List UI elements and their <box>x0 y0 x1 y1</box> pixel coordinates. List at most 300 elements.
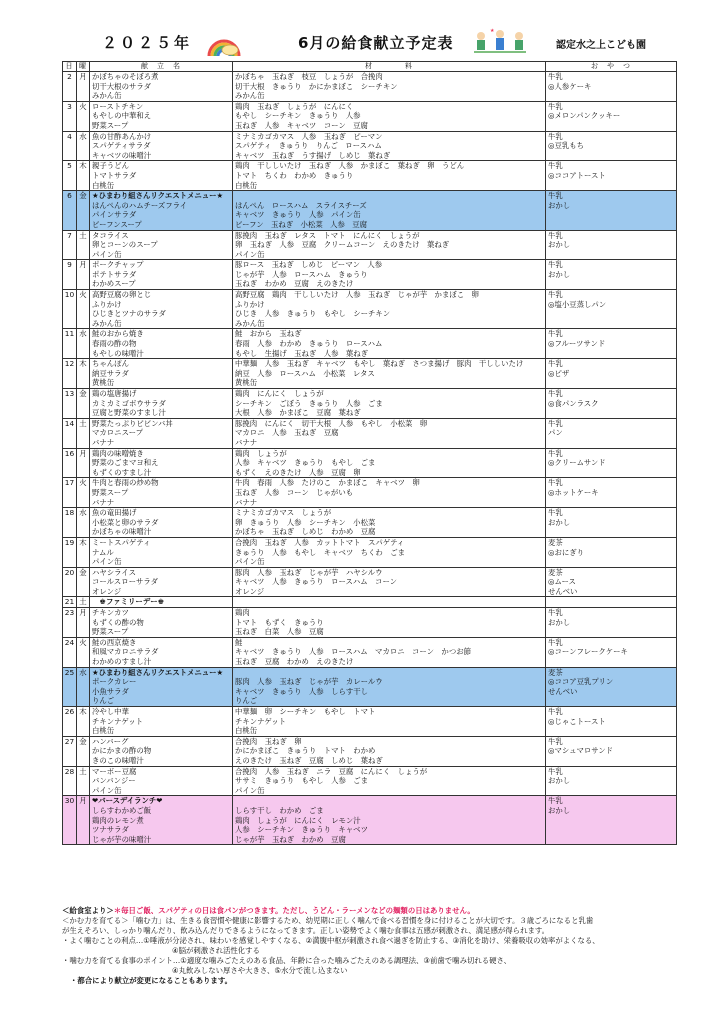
ingredients-cell <box>233 230 546 260</box>
snack-cell <box>546 667 677 706</box>
day-cell: 3 <box>63 101 77 131</box>
header-ingredients: 材 料 <box>233 62 546 72</box>
weekday-cell: 月 <box>77 260 90 290</box>
menu-cell-line: スパゲティサラダ <box>92 141 151 151</box>
ingredients-cell <box>233 101 546 131</box>
weekday-cell: 月 <box>77 796 90 845</box>
menu-row <box>63 597 677 608</box>
menu-cell-line: バナナ <box>92 437 115 447</box>
snack-cell <box>546 637 677 667</box>
ingredients-cell-line: もやし 生揚げ 玉ねぎ 人参 葉ねぎ <box>235 348 369 358</box>
menu-row <box>63 290 677 329</box>
ingredients-cell-line: はんぺん ロースハム スライスチーズ <box>235 200 367 210</box>
menu-cell-line: かぼちゃの味噌汁 <box>92 527 152 537</box>
menu-cell <box>90 667 233 706</box>
page-header <box>0 0 724 60</box>
ingredients-cell-line: 鶏肉 玉ねぎ しょうが にんにく <box>235 101 354 111</box>
menu-cell <box>90 448 233 478</box>
ingredients-cell-line: 合挽肉 玉ねぎ 人参 カットトマト スパゲティ <box>235 537 405 547</box>
ingredients-cell-line: 鶏肉 干ししいたけ 玉ねぎ 人参 かまぼこ 葉ねぎ 卵 うどん <box>235 161 465 171</box>
menu-row <box>63 567 677 597</box>
ingredients-cell-line: きゅうり 人参 もやし キャベツ ちくわ ごま <box>235 547 405 557</box>
ingredients-cell-line: ビーフン 玉ねぎ 小松菜 人参 豆腐 <box>235 219 368 229</box>
snack-cell-line: ◎豆乳もち <box>548 141 585 151</box>
notes-line: ・噛む力を育てる食事のポイント…①適度な噛みごたえのある食品、年齢に合った噛みごたえのある調理法、③前歯で噛み切れる硬さ、 <box>62 956 512 965</box>
ingredients-cell-line: 切干大根 きゅうり かにかまぼこ シーチキン <box>235 81 398 91</box>
day-cell: 12 <box>63 359 77 389</box>
menu-cell-line: 鮭の西京焼き <box>92 637 137 647</box>
menu-cell <box>90 131 233 161</box>
snack-cell-line: おかし <box>548 776 571 786</box>
snack-cell-line: パン <box>548 428 563 438</box>
menu-row <box>63 766 677 796</box>
weekday-cell: 水 <box>77 329 90 359</box>
year-label: ２０２５年 <box>102 34 193 52</box>
menu-cell-line: 魚の竜田揚げ <box>92 508 137 518</box>
ingredients-cell-line: オレンジ <box>235 586 265 596</box>
snack-cell-line: 麦茶 <box>548 537 563 547</box>
snack-cell-line: 牛乳 <box>548 191 563 201</box>
day-cell: 24 <box>63 637 77 667</box>
menu-cell-line: オレンジ <box>92 586 122 596</box>
snack-cell-line: おかし <box>548 269 571 279</box>
menu-cell-line: かにかまの酢の物 <box>92 746 152 756</box>
ingredients-cell <box>233 72 546 102</box>
weekday-cell: 木 <box>77 161 90 191</box>
snack-cell-line: 牛乳 <box>548 418 563 428</box>
menu-cell-line: みかん缶 <box>92 318 122 328</box>
ingredients-cell-line: 豚肉 人参 玉ねぎ じゃが芋 カレールウ <box>235 677 383 687</box>
ingredients-cell-line: 中華麺 人参 玉ねぎ キャベツ もやし 葉ねぎ さつま揚げ 豚肉 干ししいたけ <box>235 359 524 369</box>
menu-cell-line: もずくの酢の物 <box>92 617 144 627</box>
ingredients-cell-line: 鮭 おから 玉ねぎ <box>235 329 302 339</box>
ingredients-cell <box>233 736 546 766</box>
snack-cell-line: ◎ホットケーキ <box>548 487 599 497</box>
menu-cell-line: もやしの味噌汁 <box>92 348 144 358</box>
ingredients-cell-line: 鶏肉 しょうが <box>235 448 287 458</box>
menu-row <box>63 736 677 766</box>
ingredients-cell-line: 玉ねぎ 豆腐 わかめ えのきたけ <box>235 657 354 667</box>
menu-cell-line: ♚ファミリーデー♚ <box>92 597 165 607</box>
menu-cell <box>90 72 233 102</box>
menu-cell-line: 納豆サラダ <box>92 368 129 378</box>
menu-cell-line: わかめスープ <box>92 279 136 289</box>
menu-row <box>63 637 677 667</box>
ingredients-cell <box>233 707 546 737</box>
ingredients-cell-line: 人参 キャベツ きゅうり もやし ごま <box>235 458 376 468</box>
ingredients-cell <box>233 766 546 796</box>
snack-cell-line: 牛乳 <box>548 736 563 746</box>
menu-cell-line: ツナサラダ <box>92 825 129 835</box>
ingredients-cell-line: 豚肉 人参 玉ねぎ じゃが芋 ハヤシルウ <box>235 567 383 577</box>
menu-row <box>63 359 677 389</box>
notes-label: ＜給食室より＞ <box>62 906 114 915</box>
day-cell: 28 <box>63 766 77 796</box>
ingredients-cell-line: 春雨 人参 わかめ きゅうり ロースハム <box>235 339 383 349</box>
menu-cell-line: ローストチキン <box>92 101 144 111</box>
ingredients-cell <box>233 290 546 329</box>
snack-cell-line: ◎ココアトースト <box>548 170 606 180</box>
notes-bread-notice: ＊毎日ご飯、スパゲティの日は食パンがつきます。ただし、うどん・ラーメンなどの麺類の日はありません。 <box>113 906 475 915</box>
notes-line <box>62 906 676 916</box>
menu-cell-line: 鶏肉のレモン煮 <box>92 815 144 825</box>
snack-cell-line: 牛乳 <box>548 796 563 806</box>
menu-row <box>63 191 677 230</box>
day-cell: 25 <box>63 667 77 706</box>
menu-cell-line: 牛肉と春雨の炒め物 <box>92 478 159 488</box>
weekday-cell: 木 <box>77 359 90 389</box>
weekday-cell: 月 <box>77 608 90 638</box>
ingredients-cell-line: もやし シーチキン きゅうり 人参 <box>235 111 361 121</box>
snack-cell <box>546 478 677 508</box>
menu-row <box>63 537 677 567</box>
day-cell: 11 <box>63 329 77 359</box>
menu-row <box>63 131 677 161</box>
ingredients-cell-line: 卵 玉ねぎ 人参 豆腐 クリームコーン えのきたけ 葉ねぎ <box>235 240 450 250</box>
ingredients-cell <box>233 478 546 508</box>
ingredients-cell <box>233 637 546 667</box>
page-title: 6月の給食献立予定表 <box>298 34 454 52</box>
weekday-cell: 土 <box>77 418 90 448</box>
ingredients-cell-line: 玉ねぎ わかめ 豆腐 えのきたけ <box>235 279 354 289</box>
ingredients-cell-line: トマト ちくわ わかめ きゅうり <box>235 170 354 180</box>
menu-cell-line: 白桃缶 <box>92 726 115 736</box>
ingredients-cell-line: ふりかけ <box>235 299 265 309</box>
day-cell: 21 <box>63 597 77 608</box>
menu-cell <box>90 418 233 448</box>
ingredients-cell-line: 鶏肉 <box>235 608 250 618</box>
notes-line: ④丸飲みしない厚さや大きさ、⑤水分で流し込まない <box>172 966 348 975</box>
day-cell: 23 <box>63 608 77 638</box>
menu-cell-line: りんご <box>92 696 115 706</box>
notes-line: ・都合により献立が変更になることもあります。 <box>70 976 233 985</box>
menu-cell-line: かぼちゃのそぼろ煮 <box>92 72 159 81</box>
day-cell: 26 <box>63 707 77 737</box>
ingredients-cell-line: 玉ねぎ 白菜 人参 豆腐 <box>235 627 324 637</box>
menu-cell-line: ハヤシライス <box>92 567 136 577</box>
snack-cell <box>546 72 677 102</box>
menu-row <box>63 448 677 478</box>
ingredients-cell-line <box>235 796 543 806</box>
menu-cell-line: パイン缶 <box>92 557 122 567</box>
snack-cell-line: 牛乳 <box>548 131 563 141</box>
ingredients-cell <box>233 567 546 597</box>
ingredients-cell <box>233 537 546 567</box>
ingredients-cell-line: ひじき 人参 きゅうり もやし シーチキン <box>235 309 391 319</box>
snack-cell-line: ◎ココア豆乳プリン <box>548 677 614 687</box>
menu-cell-line: パイン缶 <box>92 249 122 259</box>
weekday-cell: 月 <box>77 448 90 478</box>
day-cell: 27 <box>63 736 77 766</box>
ingredients-cell-line: パイン缶 <box>235 785 265 795</box>
menu-cell-line: マカロニスープ <box>92 428 143 438</box>
menu-cell-line: 鶏肉の味噌焼き <box>92 448 144 458</box>
menu-cell-line: ミートスパゲティ <box>92 537 151 547</box>
menu-cell-line: ★ひまわり組さんリクエストメニュー★ <box>92 191 224 201</box>
snack-cell-line: 麦茶 <box>548 567 563 577</box>
menu-cell-line: 冷やし中華 <box>92 707 129 716</box>
menu-cell-line: 小魚サラダ <box>92 686 129 696</box>
menu-cell-line: ビーフンスープ <box>92 219 142 229</box>
menu-cell-line: 野菜スープ <box>92 627 129 637</box>
snack-cell <box>546 537 677 567</box>
snack-cell-line: 牛乳 <box>548 707 563 716</box>
menu-cell <box>90 508 233 538</box>
snack-cell <box>546 736 677 766</box>
menu-cell <box>90 101 233 131</box>
day-cell: 2 <box>63 72 77 102</box>
snack-cell-line: 牛乳 <box>548 230 563 240</box>
snack-cell-line: 牛乳 <box>548 290 563 300</box>
menu-cell-line: ひじきとツナのサラダ <box>92 309 166 319</box>
menu-cell-line: 豆腐と野菜のすまし汁 <box>92 408 166 418</box>
ingredients-cell-line: マカロニ 人参 玉ねぎ 豆腐 <box>235 428 339 438</box>
day-cell: 10 <box>63 290 77 329</box>
ingredients-cell-line: ササミ きゅうり もやし 人参 ごま <box>235 776 369 786</box>
snack-cell-line: 牛乳 <box>548 389 563 398</box>
menu-cell <box>90 329 233 359</box>
menu-cell-line: 黄桃缶 <box>92 378 115 388</box>
ingredients-cell-line: パイン缶 <box>235 557 265 567</box>
menu-cell-line: 白桃缶 <box>92 180 115 190</box>
menu-row <box>63 161 677 191</box>
menu-cell-line: はんぺんのハムチーズフライ <box>92 200 188 210</box>
ingredients-cell <box>233 131 546 161</box>
ingredients-cell-line: 鶏肉 しょうが にんにく レモン汁 <box>235 815 361 825</box>
snack-cell <box>546 418 677 448</box>
day-cell: 7 <box>63 230 77 260</box>
ingredients-cell-line: チキンナゲット <box>235 716 287 726</box>
ingredients-cell-line <box>235 191 543 201</box>
weekday-cell: 水 <box>77 131 90 161</box>
ingredients-cell-line: シーチキン ごぼう きゅうり 人参 ごま <box>235 398 383 408</box>
snack-cell <box>546 101 677 131</box>
snack-cell <box>546 260 677 290</box>
snack-cell-line: 牛乳 <box>548 508 563 518</box>
weekday-cell: 火 <box>77 101 90 131</box>
snack-cell-line: おかし <box>548 517 571 527</box>
day-cell: 30 <box>63 796 77 845</box>
menu-row <box>63 260 677 290</box>
menu-cell-line: ちゃんぽん <box>92 359 129 369</box>
menu-cell <box>90 597 233 608</box>
snack-cell <box>546 230 677 260</box>
snack-cell-line: ◎メロンパンクッキー <box>548 111 621 121</box>
ingredients-cell-line: 玉ねぎ 人参 コーン じゃがいも <box>235 487 354 497</box>
snack-cell-line: 牛乳 <box>548 637 563 647</box>
menu-cell <box>90 567 233 597</box>
menu-cell-line: ポークカレー <box>92 677 137 687</box>
menu-cell-line: じゃが芋の味噌汁 <box>92 834 152 844</box>
day-cell: 4 <box>63 131 77 161</box>
ingredients-cell-line: みかん缶 <box>235 318 265 328</box>
snack-cell-line: 牛乳 <box>548 161 563 171</box>
ingredients-cell-line: かぼちゃ 玉ねぎ しめじ わかめ 豆腐 <box>235 527 376 537</box>
menu-row <box>63 230 677 260</box>
snack-cell <box>546 131 677 161</box>
menu-row <box>63 667 677 706</box>
day-cell: 16 <box>63 448 77 478</box>
menu-row <box>63 707 677 737</box>
weekday-cell: 土 <box>77 766 90 796</box>
menu-cell <box>90 736 233 766</box>
ingredients-cell-line: ミナミカゴカマス 人参 玉ねぎ ピーマン <box>235 131 383 141</box>
snack-cell-line: ◎フルーツサンド <box>548 339 606 349</box>
menu-row <box>63 389 677 419</box>
snack-cell-line: ◎マシュマロサンド <box>548 746 614 756</box>
menu-cell <box>90 161 233 191</box>
ingredients-cell-line: トマト もずく きゅうり <box>235 617 324 627</box>
ingredients-cell-line: キャベツ 玉ねぎ うす揚げ しめじ 葉ねぎ <box>235 150 391 160</box>
ingredients-cell-line: 中華麺 卵 シーチキン もやし トマト <box>235 707 376 716</box>
menu-cell <box>90 191 233 230</box>
weekday-cell: 金 <box>77 389 90 419</box>
menu-cell-line: バンバンジー <box>92 776 136 786</box>
weekday-cell: 土 <box>77 230 90 260</box>
ingredients-cell-line: かにかまぼこ きゅうり トマト わかめ <box>235 746 376 756</box>
menu-cell-line: 卵とコーンのスープ <box>92 240 158 250</box>
menu-row <box>63 508 677 538</box>
ingredients-cell <box>233 260 546 290</box>
weekday-cell: 月 <box>77 72 90 102</box>
ingredients-cell-line: 白桃缶 <box>235 726 258 736</box>
weekday-cell: 火 <box>77 637 90 667</box>
ingredients-cell-line: 納豆 人参 ロースハム 小松菜 レタス <box>235 368 375 378</box>
ingredients-cell-line: 黄桃缶 <box>235 378 258 388</box>
menu-cell-line: ポークチャップ <box>92 260 144 270</box>
menu-cell-line: 野菜たっぷりビビンバ丼 <box>92 418 173 428</box>
menu-cell <box>90 478 233 508</box>
menu-cell-line: 野菜のごまマヨ和え <box>92 458 159 468</box>
menu-cell-line: ポテトサラダ <box>92 269 137 279</box>
snack-cell <box>546 389 677 419</box>
weekday-cell: 水 <box>77 667 90 706</box>
svg-text:★: ★ <box>490 28 495 34</box>
header-day: 日 <box>63 62 77 72</box>
weekday-cell: 火 <box>77 478 90 508</box>
day-cell: 20 <box>63 567 77 597</box>
menu-cell-line: ナムル <box>92 547 114 557</box>
menu-cell-line: 鶏の塩唐揚げ <box>92 389 137 398</box>
ingredients-cell-line: キャベツ きゅうり 人参 パイン缶 <box>235 210 361 220</box>
snack-cell-line: せんべい <box>548 586 578 596</box>
snack-cell <box>546 567 677 597</box>
kitchen-notes <box>62 906 676 986</box>
ingredients-cell-line: 牛肉 春雨 人参 たけのこ かまぼこ キャベツ 卵 <box>235 478 420 488</box>
menu-cell <box>90 359 233 389</box>
ingredients-cell <box>233 191 546 230</box>
menu-cell-line: 鮭のおから焼き <box>92 329 144 339</box>
ingredients-cell <box>233 329 546 359</box>
children-illustration-icon <box>472 26 528 56</box>
ingredients-cell-line: 合挽肉 玉ねぎ 卵 <box>235 736 302 746</box>
ingredients-cell-line: 人参 シーチキン きゅうり キャベツ <box>235 825 368 835</box>
menu-cell-line: きのこの味噌汁 <box>92 755 144 765</box>
menu-cell-line: もやしの中華和え <box>92 111 152 121</box>
menu-cell-line: 野菜スープ <box>92 487 129 497</box>
ingredients-cell-line <box>235 597 543 607</box>
ingredients-cell-line: えのきたけ 玉ねぎ 豆腐 しめじ 葉ねぎ <box>235 755 383 765</box>
ingredients-cell-line: 大根 人参 かまぼこ 豆腐 葉ねぎ <box>235 408 361 418</box>
ingredients-cell <box>233 389 546 419</box>
ingredients-cell-line: キャベツ 人参 きゅうり ロースハム コーン <box>235 577 398 587</box>
menu-cell-line: ★ひまわり組さんリクエストメニュー★ <box>92 667 224 677</box>
snack-cell-line: 牛乳 <box>548 359 563 369</box>
snack-cell-line: ◎ムース <box>548 577 576 587</box>
menu-cell-line: トマトサラダ <box>92 170 137 180</box>
menu-cell-line: 小松菜と卵のサラダ <box>92 517 159 527</box>
snack-cell-line: おかし <box>548 240 571 250</box>
weekday-cell: 土 <box>77 597 90 608</box>
snack-cell-line: 牛乳 <box>548 608 563 618</box>
menu-cell-line: チキンカツ <box>92 608 129 618</box>
weekday-cell: 金 <box>77 567 90 597</box>
menu-cell-line: わかめのすまし汁 <box>92 657 152 667</box>
menu-cell-line: ふりかけ <box>92 299 122 309</box>
ingredients-cell-line: キャベツ きゅうり 人参 しらす干し <box>235 686 369 696</box>
menu-row <box>63 796 677 845</box>
menu-cell-line: 高野豆腐の卵とじ <box>92 290 152 300</box>
menu-cell-line: パイン缶 <box>92 785 122 795</box>
menu-cell-line: バナナ <box>92 497 115 507</box>
snack-cell <box>546 608 677 638</box>
menu-cell-line: ❤バースデイランチ❤ <box>92 796 163 806</box>
snack-cell-line: ◎コーンフレークケーキ <box>548 647 628 657</box>
header-snack: お や つ <box>546 62 677 72</box>
menu-row <box>63 329 677 359</box>
menu-cell <box>90 637 233 667</box>
snack-cell-line: ◎食パンラスク <box>548 398 599 408</box>
weekday-cell: 金 <box>77 736 90 766</box>
ingredients-cell-line: しらす干し わかめ ごま <box>235 805 324 815</box>
header-weekday: 曜 <box>77 62 90 72</box>
ingredients-cell-line: じゃが芋 人参 ロースハム きゅうり <box>235 269 368 279</box>
ingredients-cell-line: キャベツ きゅうり 人参 ロースハム マカロニ コーン かつお節 <box>235 647 471 657</box>
notes-line: ④脳が刺激され活性化する <box>172 946 260 955</box>
menu-cell-line: みかん缶 <box>92 91 122 101</box>
menu-table-body <box>63 72 677 845</box>
snack-cell <box>546 597 677 608</box>
day-cell: 13 <box>63 389 77 419</box>
snack-cell-line: 牛乳 <box>548 260 563 270</box>
snack-cell-line: ◎じゃこトースト <box>548 716 606 726</box>
menu-cell <box>90 537 233 567</box>
weekday-cell: 金 <box>77 191 90 230</box>
menu-cell <box>90 230 233 260</box>
notes-line: が生えそろい、しっかり噛んだり、飲み込んだりできるようになってきます。正しい姿勢でよく噛む食事は五感が刺激され、満足感が得られます。 <box>62 926 550 935</box>
ingredients-cell <box>233 667 546 706</box>
day-cell: 17 <box>63 478 77 508</box>
menu-cell <box>90 608 233 638</box>
snack-cell-line: おかし <box>548 200 571 210</box>
menu-cell <box>90 389 233 419</box>
snack-cell-line: おかし <box>548 805 571 815</box>
menu-cell <box>90 796 233 845</box>
ingredients-cell-line: 卵 きゅうり 人参 シーチキン 小松菜 <box>235 517 376 527</box>
ingredients-cell-line: 鮭 <box>235 637 243 647</box>
snack-cell <box>546 707 677 737</box>
weekday-cell: 水 <box>77 508 90 538</box>
snack-cell-line: 牛乳 <box>548 448 563 458</box>
snack-cell <box>546 290 677 329</box>
ingredients-cell <box>233 448 546 478</box>
notes-line: ＜かむ力を育てる＞「噛む力」は、生きる食習慣や健康に影響するため、幼児期に正しく噛んで食べる習慣を身に付けることが大切です。３歳ごろになると乳歯 <box>62 916 594 925</box>
snack-cell-line: ◎ピザ <box>548 368 570 378</box>
snack-cell-line: 麦茶 <box>548 667 563 677</box>
snack-cell <box>546 191 677 230</box>
ingredients-cell-line: みかん缶 <box>235 91 265 101</box>
menu-cell-line: ハンバーグ <box>92 736 129 746</box>
